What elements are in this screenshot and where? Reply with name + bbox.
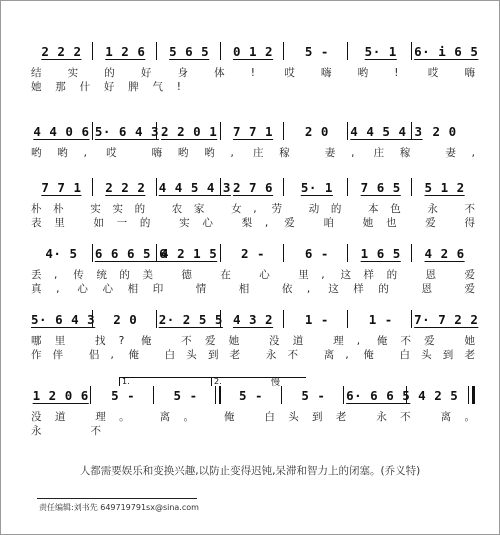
measure: 5 - — [173, 387, 198, 403]
measure: 4 2 1 5 — [161, 245, 218, 261]
notation-line — [31, 243, 475, 263]
lyric-verse-2: 真, 心心相印 情 相 依, 这样的 恩 爱 — [31, 283, 475, 295]
measure: 2 7 6 — [232, 179, 274, 195]
quote-caption: 人都需要娱乐和变换兴趣,以防止变得迟钝,呆滞和智力上的闭塞。(乔义特) — [79, 465, 421, 477]
volta-second-ending: 2. — [211, 377, 306, 386]
notation-line — [31, 385, 475, 405]
footer-rule — [37, 498, 197, 499]
measure: 7 7 1 — [41, 179, 82, 195]
measure: 1 - — [368, 311, 393, 327]
measure: 4 3 2 — [232, 311, 274, 327]
measure: 2 2 2 — [41, 43, 82, 59]
measure: 2 2 2 — [105, 179, 146, 195]
measure: 2· 2 5 5 — [158, 311, 223, 327]
measure: 5 6 5 — [169, 43, 210, 59]
measure: 6 6 6 5 6 — [94, 245, 168, 261]
measure: 1 - — [304, 311, 329, 327]
measure: 6· 6 6 5 — [346, 387, 411, 403]
measure: 5 - — [111, 387, 136, 403]
measure: 6 - — [304, 245, 329, 261]
measure: 2 0 — [304, 123, 329, 139]
measure: 5 1 2 — [424, 179, 465, 195]
measure: 5 - — [301, 387, 326, 403]
measure: 2 0 — [432, 123, 457, 139]
lyric-verse-1: 哟哟, 哎 嗨哟哟, 庄稼 妻, 庄稼 妻, — [31, 147, 475, 159]
editor-credit: 责任编辑:刘书先 649719791sx@sina.com — [39, 503, 199, 512]
measure: 6· i 6 5 — [414, 43, 479, 59]
measure: 7 7 1 — [232, 123, 274, 139]
lyric-verse-2: 她那什好脾气! — [31, 81, 181, 93]
measure: 4· 5 — [45, 245, 78, 261]
notation-line — [31, 177, 475, 197]
lyric-verse-1: 哪里 找? 俺 不爱她 没道 理, 俺不爱 她 — [31, 335, 475, 347]
measure: 4 4 5 4 3 — [158, 179, 231, 195]
measure: 4 4 0 6 — [33, 123, 90, 139]
lyric-verse-2: 作伴 侣, 俺 白头到老 永不 离, 俺 白头到老 — [31, 349, 475, 361]
lyric-verse-1: 朴朴 实实的 农家 女, 劳 动的 本色 永 不 — [31, 203, 475, 215]
measure: 2 0 — [113, 311, 138, 327]
lyric-verse-1: 丢, 传统的美 德 在 心 里, 这样的 恩 爱 — [31, 269, 475, 281]
measure: 1 6 5 — [360, 245, 401, 261]
lyric-verse-2: 永 不 — [31, 425, 101, 437]
final-barline — [468, 386, 475, 404]
measure: 5· 6 4 3 — [94, 123, 160, 139]
notation-line — [31, 41, 479, 61]
measure: 4 4 5 4 3 — [350, 123, 423, 139]
notation-line — [31, 309, 479, 329]
measure: 7 6 5 — [360, 179, 401, 195]
measure: 1 2 0 6 — [32, 387, 89, 403]
measure: 2 2 0 1 — [161, 123, 218, 139]
measure: 5· 6 4 3 — [31, 311, 96, 327]
measure: 2 - — [240, 245, 266, 261]
measure: 5· 1 — [300, 179, 333, 195]
measure: 1 2 6 — [105, 43, 146, 59]
measure: 4 2 5 — [418, 387, 459, 403]
lyric-verse-2: 表里 如一的 实心 梨, 爱 咱 她也 爱 得 — [31, 217, 475, 229]
tempo-mark: 慢 — [271, 378, 281, 388]
measure: 4 2 6 — [424, 245, 465, 261]
notation-line — [31, 121, 475, 141]
measure: 5· 1 — [364, 43, 397, 59]
measure: 0 1 2 — [232, 43, 274, 59]
measure: 5 - — [238, 387, 264, 403]
lyric-verse-1: 结实的好身体! 哎嗨哟! 哎嗨 — [31, 67, 475, 79]
volta-first-ending: 1. — [119, 377, 212, 386]
lyric-verse-1: 没道 理。 离。 俺 白头到老 永不 离。 — [31, 411, 475, 423]
measure: 5 - — [304, 43, 329, 59]
measure: 7· 7 2 2 — [414, 311, 479, 327]
